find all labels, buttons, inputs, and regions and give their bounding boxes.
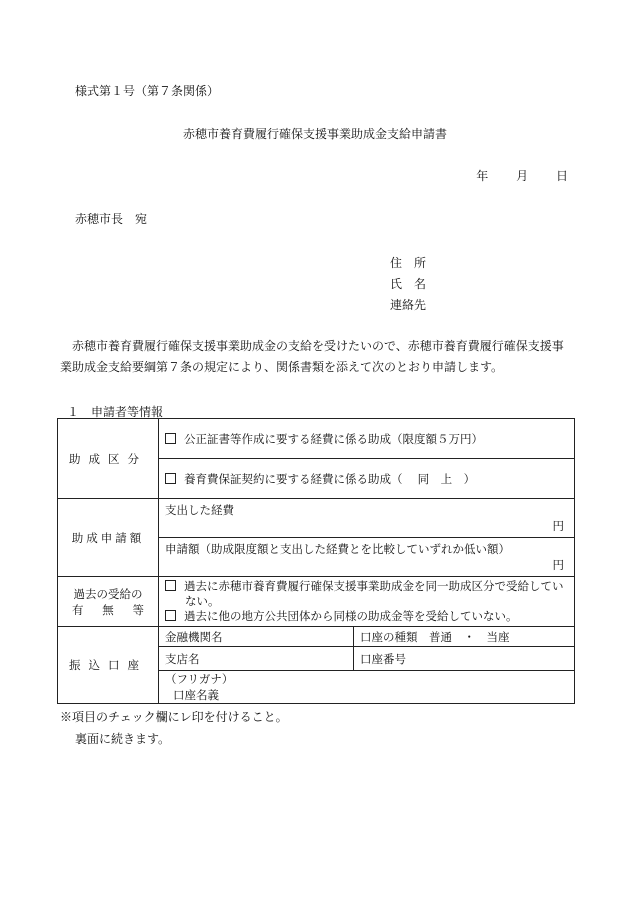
subsidy-category-label: 助成区分 [58,419,159,499]
contact-label: 連絡先 [390,298,427,312]
past-receipt-item-2[interactable]: 過去に他の地方公共団体から同様の助成金等を受給していない。 [165,609,568,624]
date-month: 月 [516,169,529,183]
form-number: 様式第１号（第７条関係） [75,84,220,98]
past-1-checkbox[interactable] [165,580,176,591]
account-holder-cell[interactable] [159,671,575,704]
expenses-paid-cell[interactable] [159,499,575,538]
application-statement: 赤穂市養育費履行確保支援事業助成金の支給を受けたいので、赤穂市養育費履行確保支援事業助成金支給要綱第７条の規定により、関係書類を添えて次のとおり申請します。 [60,339,564,374]
date-year: 年 [476,169,489,183]
address-label: 住 所 [390,256,427,270]
past-receipt-label: 過去の受給の 有 無 等 [58,577,159,627]
date-day: 日 [555,169,568,183]
account-type-cell[interactable]: 口座の種類 普通 ・ 当座 [354,627,575,647]
branch-cell[interactable]: 支店名 [159,647,354,671]
section-heading: １ 申請者等情報 [67,405,164,419]
option-guarantee-row[interactable] [159,459,575,499]
option-notary-row[interactable] [159,419,575,459]
past-receipt-cell [159,577,575,627]
document-title: 赤穂市養育費履行確保支援事業助成金支給申請書 [182,127,447,141]
account-number-cell[interactable]: 口座番号 [354,647,575,671]
notary-checkbox[interactable] [165,433,176,444]
requested-yen: 円 [552,558,564,572]
past-2-checkbox[interactable] [165,610,176,621]
application-form-table [57,418,575,704]
continued-note: 裏面に続きます。 [75,732,171,746]
expenses-yen: 円 [552,519,564,533]
date-line [452,167,568,184]
addressee: 赤穂市長 宛 [75,212,148,226]
requested-amount-label: 申請額（助成限度額と支出した経費とを比較していずれか低い額） [165,542,510,556]
expenses-paid-label: 支出した経費 [165,503,234,517]
name-label: 氏 名 [390,277,427,291]
checkmark-note: ※項目のチェック欄にレ印を付けること。 [60,710,288,724]
option-notary-text: 公正証書等作成に要する経費に係る助成（限度額５万円） [184,431,483,446]
application-amount-label: 助成申請額 [58,499,159,577]
requested-amount-cell[interactable] [159,538,575,577]
bank-transfer-label: 振込口座 [58,627,159,704]
account-holder-label: 口座名義 [173,688,219,702]
past-receipt-item-1[interactable]: 過去に赤穂市養育費履行確保支援事業助成金を同一助成区分で受給していない。 [165,579,568,609]
furigana-label: （フリガナ） [165,672,234,686]
applicant-block [390,253,510,316]
financial-institution-cell[interactable]: 金融機関名 [159,627,354,647]
guarantee-checkbox[interactable] [165,473,176,484]
option-guarantee-text: 養育費保証契約に要する経費に係る助成（ 同 上 ） [184,471,476,486]
